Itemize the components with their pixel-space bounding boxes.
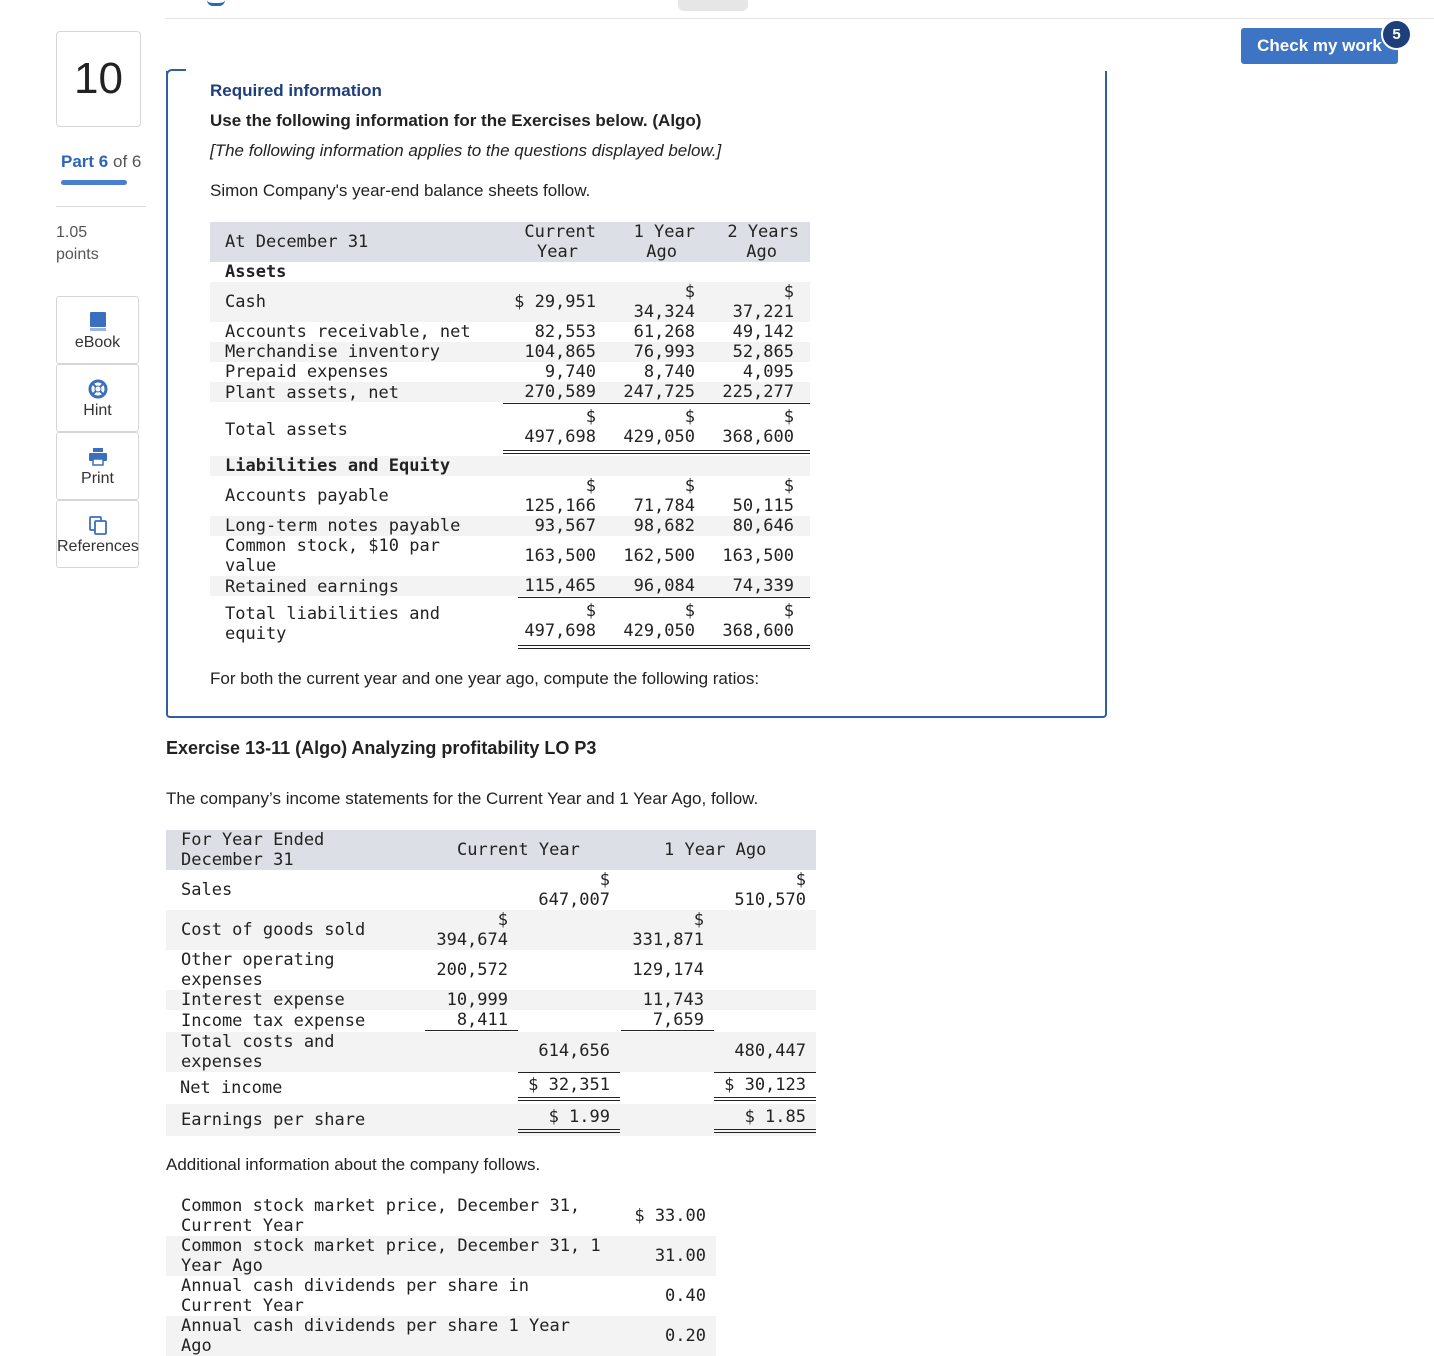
points-value: 1.05: [56, 224, 88, 241]
top-divider: [165, 18, 1434, 19]
col-current-year: Current Year: [457, 840, 580, 860]
prepaid-1yr: 8,740: [643, 362, 695, 382]
net-prior-double-underline: [714, 1097, 816, 1101]
opex-current: 200,572: [436, 960, 508, 980]
interest-label: Interest expense: [181, 990, 345, 1010]
total-assets-1yr: 429,050: [623, 427, 695, 447]
prepaid-current: 9,740: [544, 362, 596, 382]
total-assets-double-underline: [503, 450, 810, 454]
tle-label-l1: Total liabilities and: [225, 604, 440, 624]
tle-label-l2: equity: [225, 624, 287, 644]
points-label: points: [56, 246, 99, 263]
ar-1yr: 61,268: [633, 322, 695, 342]
cash-1yr: 34,324: [633, 302, 695, 322]
balance-sheet-intro: Simon Company's year-end balance sheets follow.: [210, 181, 591, 200]
ar-2yr: 49,142: [732, 322, 794, 342]
interest-prior: 11,743: [642, 990, 704, 1010]
sidebar-divider: [56, 206, 146, 207]
opex-label-l1: Other operating: [181, 950, 335, 970]
total-label-l2: expenses: [181, 1052, 263, 1072]
sales-prior: 510,570: [734, 890, 806, 910]
interest-current: 10,999: [446, 990, 508, 1010]
lifebuoy-icon: [57, 379, 138, 399]
net-income-label: Net income: [180, 1078, 283, 1098]
tle-current: 497,698: [524, 621, 596, 641]
re-2yr: 74,339: [732, 576, 794, 596]
part-indicator: [61, 152, 141, 172]
part-of: of 6: [112, 152, 142, 171]
ap-current: 125,166: [524, 496, 596, 516]
tle-double-underline: [518, 645, 810, 649]
ap-current-dollar: $: [585, 476, 596, 496]
re-1yr: 96,084: [633, 576, 695, 596]
tle-1yr-dollar: $: [684, 601, 695, 621]
cs-current: 163,500: [524, 546, 596, 566]
total-prior-underline: [714, 1072, 816, 1073]
col-current-l2: Year: [537, 242, 578, 262]
ar-label: Accounts receivable, net: [225, 322, 471, 342]
eps-prior: $ 1.85: [744, 1107, 806, 1127]
copy-pages-icon: [57, 515, 138, 535]
part-label: Part 6: [61, 152, 109, 171]
opex-prior: 129,174: [632, 960, 704, 980]
sales-current: 647,007: [538, 890, 610, 910]
cash-label: Cash: [225, 292, 266, 312]
col-1yr-l2: Ago: [646, 242, 677, 262]
ebook-button[interactable]: [56, 296, 139, 364]
cs-label-l1: Common stock, $10 par: [225, 536, 440, 556]
cs-1yr: 162,500: [623, 546, 695, 566]
opex-label-l2: expenses: [181, 970, 263, 990]
ratios-instruction: For both the current year and one year ago, compute the following ratios:: [210, 669, 760, 688]
net-income-current: $ 32,351: [528, 1075, 610, 1095]
ltn-1yr: 98,682: [633, 516, 695, 536]
eps-prior-double-underline: [714, 1129, 816, 1133]
sales-label: Sales: [181, 880, 233, 900]
total-assets-current-dollar: $: [585, 407, 596, 427]
points-block: [56, 222, 99, 266]
cash-current: $ 29,951: [514, 292, 596, 312]
plant-2yr: 225,277: [722, 382, 794, 402]
tle-2yr-dollar: $: [783, 601, 794, 621]
prepaid-2yr: 4,095: [742, 362, 794, 382]
ltn-current: 93,567: [534, 516, 596, 536]
addl-price-prior-l2: Year Ago: [181, 1256, 263, 1276]
inv-1yr: 76,993: [633, 342, 695, 362]
cogs-label: Cost of goods sold: [181, 920, 366, 940]
additional-info-intro: Additional information about the company follows.: [166, 1155, 541, 1174]
addl-div-prior-l1: Annual cash dividends per share 1 Year: [181, 1316, 570, 1336]
balance-header-label: At December 31: [225, 232, 369, 252]
addl-div-current-l1: Annual cash dividends per share in: [181, 1276, 529, 1296]
plant-1yr: 247,725: [623, 382, 695, 402]
total-current-underline: [518, 1072, 620, 1073]
hint-button[interactable]: [56, 364, 139, 432]
references-button[interactable]: [56, 500, 139, 568]
references-label: References: [57, 538, 139, 555]
tle-current-dollar: $: [585, 601, 596, 621]
assets-heading: Assets: [225, 262, 287, 282]
total-label-l1: Total costs and: [181, 1032, 335, 1052]
addl-price-current-l1: Common stock market price, December 31,: [181, 1196, 581, 1216]
total-prior: 480,447: [734, 1041, 806, 1061]
box-corner: [166, 69, 186, 77]
cogs-current-dollar: $: [497, 910, 508, 930]
ap-2yr-dollar: $: [783, 476, 794, 496]
ap-1yr-dollar: $: [684, 476, 695, 496]
ltn-2yr: 80,646: [732, 516, 794, 536]
sales-prior-dollar: $: [795, 870, 806, 890]
ap-label: Accounts payable: [225, 486, 389, 506]
total-assets-2yr-dollar: $: [783, 407, 794, 427]
col-1yr-l1: 1 Year: [633, 222, 695, 242]
tle-2yr: 368,600: [722, 621, 794, 641]
net-income-prior: $ 30,123: [724, 1075, 806, 1095]
printer-icon: [57, 447, 138, 467]
income-header-l2: December 31: [181, 850, 294, 870]
col-current-l1: Current: [524, 222, 596, 242]
plant-current: 270,589: [524, 382, 596, 402]
book-icon: [57, 311, 138, 331]
income-header-l1: For Year Ended: [181, 830, 325, 850]
cs-label-l2: value: [225, 556, 277, 576]
income-intro: The company’s income statements for the Current Year and 1 Year Ago, follow.: [166, 789, 759, 808]
addl-price-prior-value: 31.00: [654, 1246, 706, 1266]
addl-div-prior-l2: Ago: [181, 1336, 212, 1356]
total-assets-2yr: 368,600: [722, 427, 794, 447]
addl-price-prior-l1: Common stock market price, December 31, 1: [181, 1236, 601, 1256]
hint-label: Hint: [83, 402, 112, 419]
col-2yr-l2: Ago: [746, 242, 777, 262]
cogs-prior-dollar: $: [693, 910, 704, 930]
eps-current-double-underline: [518, 1129, 620, 1133]
cash-1yr-dollar: $: [684, 282, 695, 302]
cash-2yr: 37,221: [732, 302, 794, 322]
cash-2yr-dollar: $: [783, 282, 794, 302]
re-label: Retained earnings: [225, 577, 399, 597]
tax-current-underline: [425, 1030, 518, 1031]
col-2yr-l1: 2 Years: [727, 222, 799, 242]
ebook-label: eBook: [74, 334, 121, 351]
net-current-double-underline: [518, 1097, 620, 1101]
plant-label: Plant assets, net: [225, 383, 399, 403]
tax-prior: 7,659: [652, 1010, 704, 1030]
col-prior-year: 1 Year Ago: [664, 840, 767, 860]
attempts-badge: 5: [1381, 19, 1412, 50]
ap-2yr: 50,115: [732, 496, 794, 516]
ltn-label: Long-term notes payable: [225, 516, 461, 536]
cogs-current: 394,674: [436, 930, 508, 950]
eps-label: Earnings per share: [181, 1110, 366, 1130]
tax-prior-underline: [621, 1030, 714, 1031]
re-underline: [518, 597, 810, 598]
addl-div-current-value: 0.40: [665, 1286, 706, 1306]
cs-2yr: 163,500: [722, 546, 794, 566]
tax-label: Income tax expense: [181, 1011, 366, 1031]
check-my-work-button[interactable]: Check my work: [1241, 28, 1398, 64]
progress-indicator-arc: [207, 0, 225, 6]
cogs-prior: 331,871: [632, 930, 704, 950]
liabilities-heading: Liabilities and Equity: [225, 456, 451, 476]
addl-div-current-l2: Current Year: [181, 1296, 304, 1316]
print-label: Print: [81, 470, 114, 487]
total-assets-current: 497,698: [524, 427, 596, 447]
inv-2yr: 52,865: [732, 342, 794, 362]
top-nav-tab[interactable]: [678, 0, 748, 11]
ap-1yr: 71,784: [633, 496, 695, 516]
required-info-heading: Required information: [210, 81, 382, 100]
print-button[interactable]: [56, 432, 139, 500]
inv-label: Merchandise inventory: [225, 342, 440, 362]
prepaid-label: Prepaid expenses: [225, 362, 389, 382]
question-number: 10: [56, 31, 141, 127]
plant-underline: [503, 403, 810, 404]
eps-current: $ 1.99: [548, 1107, 610, 1127]
sales-current-dollar: $: [599, 870, 610, 890]
applies-note: [The following information applies to the questions displayed below.]: [210, 141, 722, 160]
re-current: 115,465: [524, 576, 596, 596]
total-assets-1yr-dollar: $: [684, 407, 695, 427]
tle-1yr: 429,050: [623, 621, 695, 641]
ar-current: 82,553: [534, 322, 596, 342]
tax-current: 8,411: [456, 1010, 508, 1030]
total-assets-label: Total assets: [225, 420, 348, 440]
addl-price-current-value: $ 33.00: [634, 1206, 706, 1226]
addl-div-prior-value: 0.20: [665, 1326, 706, 1346]
inv-current: 104,865: [524, 342, 596, 362]
total-current: 614,656: [538, 1041, 610, 1061]
exercise-title: Exercise 13-11 (Algo) Analyzing profitability LO P3: [166, 738, 597, 758]
use-following-heading: Use the following information for the Exercises below. (Algo): [210, 111, 702, 130]
addl-price-current-l2: Current Year: [181, 1216, 304, 1236]
part-progress-bar: [61, 180, 127, 185]
